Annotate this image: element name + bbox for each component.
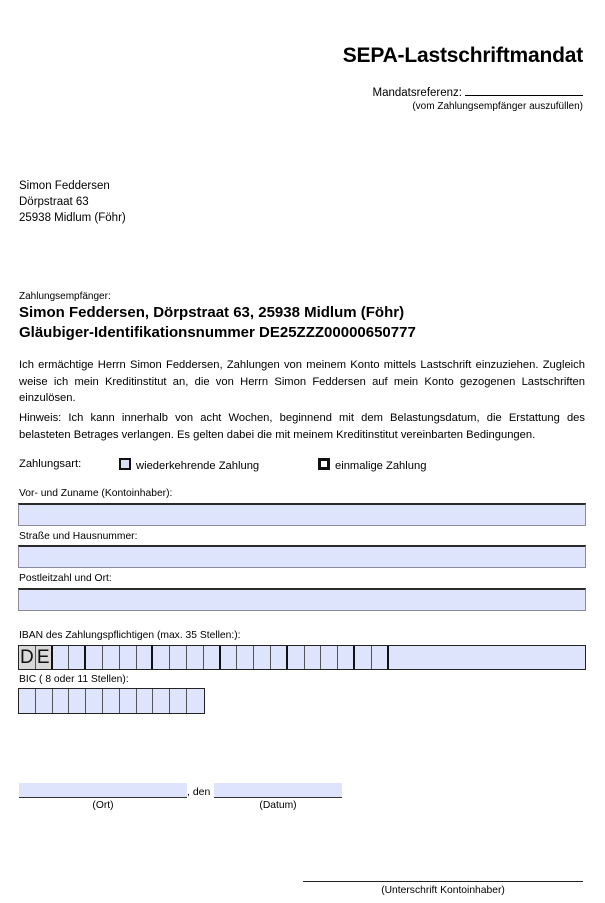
sender-name: Simon Feddersen: [19, 180, 110, 192]
bic-cell[interactable]: [120, 689, 137, 713]
sender-address: [19, 178, 126, 226]
signature-line[interactable]: [303, 881, 583, 882]
sender-city: 25938 Midlum (Föhr): [19, 212, 126, 224]
iban-cell[interactable]: [187, 646, 204, 669]
bic-cell[interactable]: [153, 689, 170, 713]
mandate-reference: [373, 85, 584, 99]
mandate-reference-field[interactable]: [465, 85, 583, 96]
iban-cell[interactable]: [137, 646, 154, 669]
iban-cell[interactable]: [372, 646, 389, 669]
iban-cell[interactable]: [53, 646, 70, 669]
city-label: Postleitzahl und Ort:: [19, 573, 112, 584]
notice-text: Hinweis: Ich kann innerhalb von acht Wochen, beginnend mit dem Belastungsdatum, die Erstattung des belasteten Betrages verlangen. Es gelten dabei die mit meinem Kreditinstitut vereinbarten Bedingungen.: [19, 412, 585, 441]
payee-line: Simon Feddersen, Dörpstraat 63, 25938 Midlum (Föhr): [19, 304, 405, 321]
iban-cell[interactable]: [338, 646, 355, 669]
iban-cell[interactable]: [305, 646, 322, 669]
iban-cell[interactable]: [170, 646, 187, 669]
iban-field[interactable]: [18, 645, 586, 670]
authorization-text: Ich ermächtige Herrn Simon Feddersen, Zahlungen von meinem Konto mittels Lastschrift einzuziehen. Zugleich weise ich mein Kreditinstitut an, die von Herrn Simon Feddersen auf mein Konto gezogenen Lastschriften einzulösen.: [19, 359, 585, 404]
iban-cell: D: [19, 646, 36, 669]
iban-label: IBAN des Zahlungspflichtigen (max. 35 Stellen:):: [19, 630, 241, 641]
payment-option-recurring-label: wiederkehrende Zahlung: [136, 460, 260, 472]
iban-cell[interactable]: [120, 646, 137, 669]
city-field[interactable]: [18, 588, 586, 611]
payment-type-label: Zahlungsart:: [19, 458, 82, 470]
bic-cell[interactable]: [170, 689, 187, 713]
iban-cell-rest[interactable]: [389, 646, 585, 669]
bic-cell[interactable]: [69, 689, 86, 713]
checkbox-single[interactable]: [318, 458, 330, 470]
date-separator: , den: [187, 786, 211, 798]
date-field[interactable]: [214, 783, 342, 798]
payment-option-single[interactable]: [318, 458, 426, 472]
checkbox-recurring[interactable]: [119, 458, 131, 470]
iban-cell[interactable]: [103, 646, 120, 669]
iban-cell[interactable]: [86, 646, 103, 669]
mandate-reference-label: Mandatsreferenz:: [372, 87, 462, 99]
date-caption: (Datum): [259, 800, 297, 811]
bic-cell[interactable]: [137, 689, 154, 713]
sender-street: Dörpstraat 63: [19, 196, 89, 208]
signature-caption: (Unterschrift Kontoinhaber): [381, 885, 505, 896]
iban-cell[interactable]: [69, 646, 86, 669]
bic-cell[interactable]: [53, 689, 70, 713]
payment-option-recurring[interactable]: [119, 458, 259, 472]
name-field[interactable]: [18, 503, 586, 526]
bic-cell[interactable]: [19, 689, 36, 713]
iban-cell[interactable]: [271, 646, 288, 669]
bic-cell[interactable]: [187, 689, 204, 713]
name-label: Vor- und Zuname (Kontoinhaber):: [19, 488, 173, 499]
iban-cell[interactable]: [288, 646, 305, 669]
iban-cell[interactable]: [153, 646, 170, 669]
creditor-id: Gläubiger-Identifikationsnummer DE25ZZZ00000650777: [19, 324, 416, 341]
iban-cell[interactable]: [355, 646, 372, 669]
iban-cell[interactable]: [221, 646, 238, 669]
payment-option-single-label: einmalige Zahlung: [335, 460, 427, 472]
place-field[interactable]: [19, 783, 187, 798]
iban-cell: E: [36, 646, 53, 669]
mandate-reference-note: (vom Zahlungsempfänger auszufüllen): [412, 101, 583, 112]
place-caption: (Ort): [92, 800, 114, 811]
bic-cell[interactable]: [103, 689, 120, 713]
street-field[interactable]: [18, 545, 586, 568]
iban-cell[interactable]: [321, 646, 338, 669]
payee-label: Zahlungsempfänger:: [19, 291, 111, 302]
document-title: SEPA-Lastschriftmandat: [342, 44, 583, 67]
iban-cell[interactable]: [204, 646, 221, 669]
bic-label: BIC ( 8 oder 11 Stellen):: [19, 674, 129, 685]
iban-cell[interactable]: [254, 646, 271, 669]
bic-cell[interactable]: [86, 689, 103, 713]
street-label: Straße und Hausnummer:: [19, 531, 138, 542]
bic-field[interactable]: [18, 688, 205, 714]
bic-cell[interactable]: [36, 689, 53, 713]
iban-cell[interactable]: [237, 646, 254, 669]
